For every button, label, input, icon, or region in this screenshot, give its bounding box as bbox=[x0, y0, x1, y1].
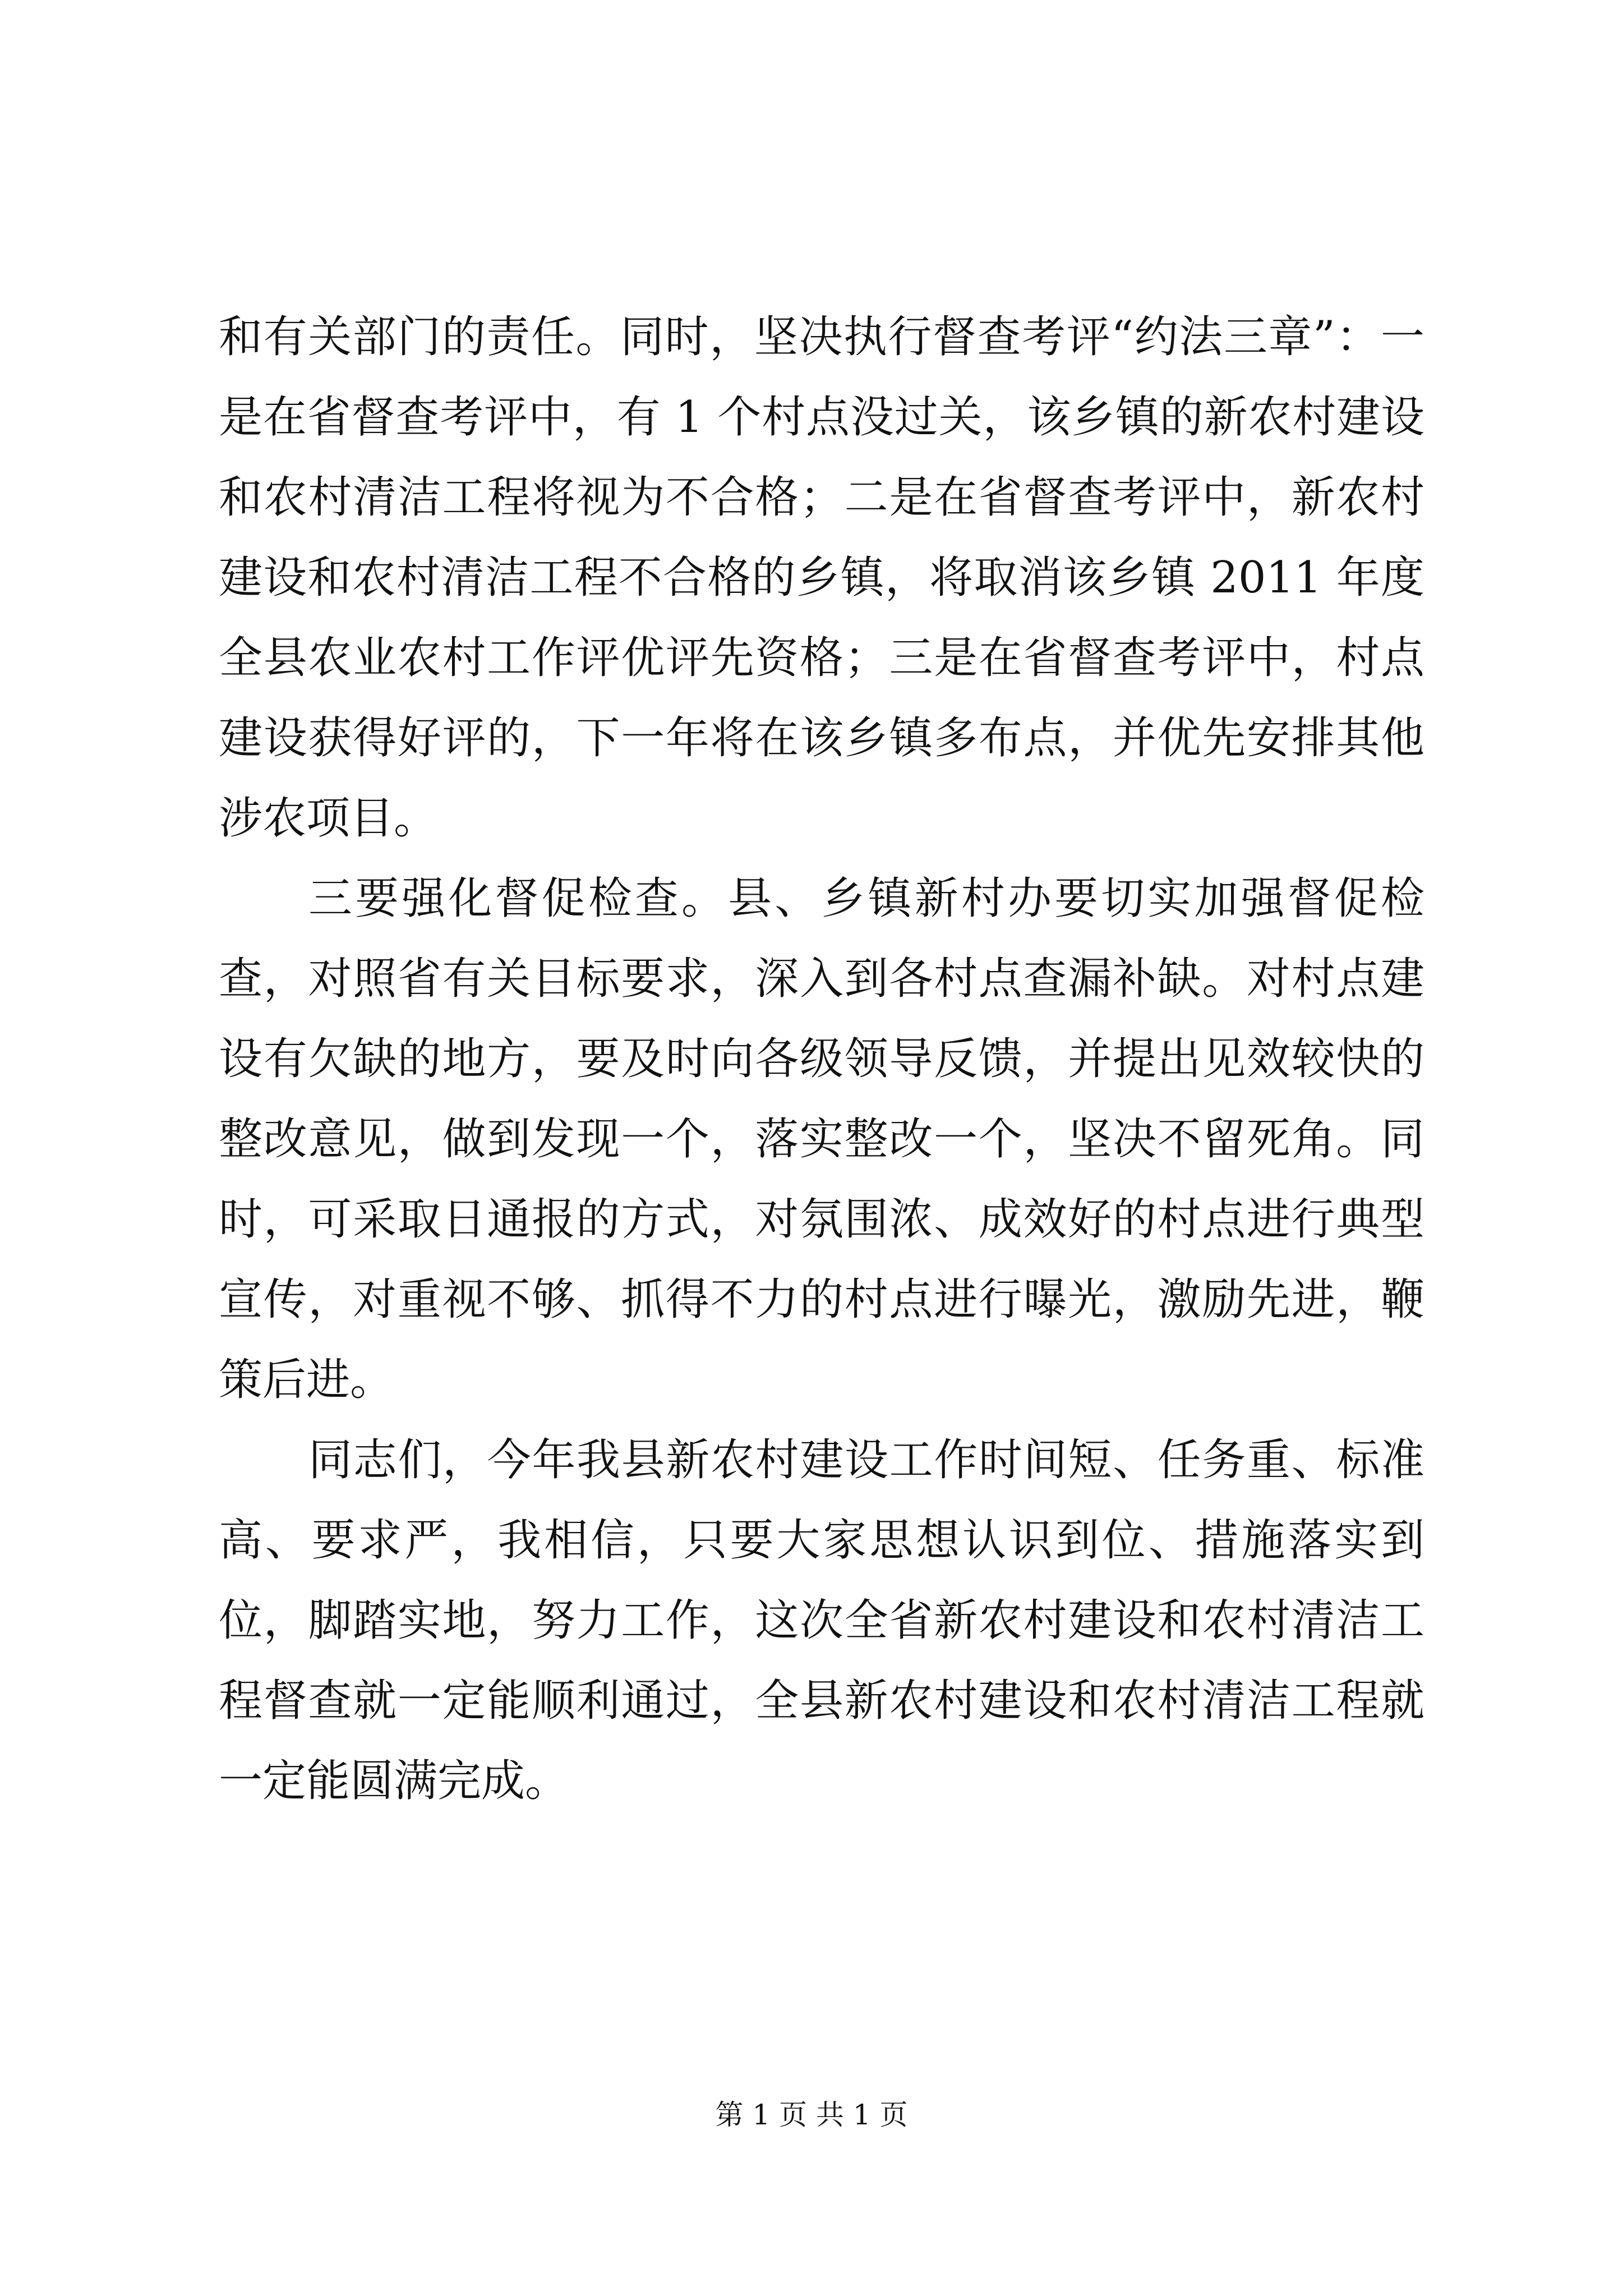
paragraph-1: 和有关部门的责任。同时，坚决执行督查考评“约法三章”：一是在省督查考评中，有 1 个村点没过关，该乡镇的新农村建设和农村清洁工程将视为不合格；二是在省督查考评中，新农村建设和农村清洁工程不合格的乡镇，将取消该乡镇 2011 年度全县农业农村工作评优评先资格；三是在省督查考评中，村点建设获得好评的，下一年将在该乡镇多布点，并优先安排其他涉农项目。 bbox=[219, 312, 1424, 844]
document-body bbox=[219, 297, 1424, 1821]
page-number-footer: 第 1 页 共 1 页 bbox=[715, 2099, 908, 2131]
paragraph-2: 三要强化督促检查。县、乡镇新村办要切实加强督促检查，对照省有关目标要求，深入到各村点查漏补缺。对村点建设有欠缺的地方，要及时向各级领导反馈，并提出见效较快的整改意见，做到发现一个，落实整改一个，坚决不留死角。同时，可采取日通报的方式，对氛围浓、成效好的村点进行典型宣传，对重视不够、抓得不力的村点进行曝光，激励先进，鞭策后进。 bbox=[219, 873, 1424, 1405]
paragraph-3: 同志们，今年我县新农村建设工作时间短、任务重、标准高、要求严，我相信，只要大家思想认识到位、措施落实到位，脚踏实地，努力工作，这次全省新农村建设和农村清洁工程督查就一定能顺利通过，全县新农村建设和农村清洁工程就一定能圆满完成。 bbox=[219, 1435, 1424, 1806]
